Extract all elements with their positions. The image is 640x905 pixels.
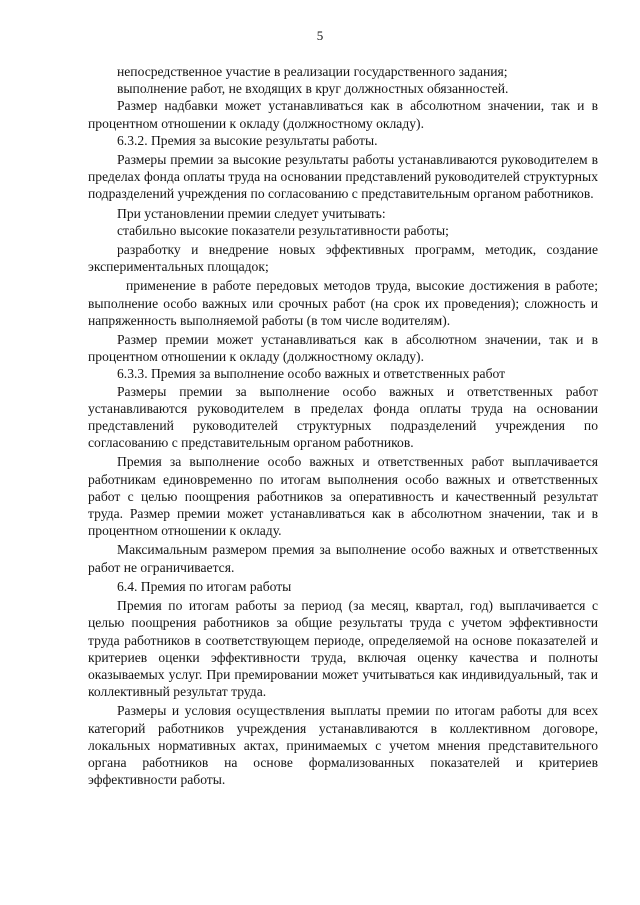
paragraph: выполнение работ, не входящих в круг должностных обязанностей.	[117, 81, 509, 97]
paragraph: Размеры премии за выполнение особо важных и ответственных работ устанавливаются руководителем в пределах фонда оплаты труда на основании представлений руководителей структурных подразделений учреждения по согласованию с представительным органом работников.	[88, 383, 598, 451]
paragraph: Премия за выполнение особо важных и ответственных работ выплачивается работникам единовременно по итогам выполнения особо важных и ответственных работ с целью поощрения работников за оперативность и качественный результат труда. Размер премии может устанавливаться как в абсолютном значении, так и в процентном отношении к окладу.	[88, 454, 598, 539]
section-heading: 6.4. Премия по итогам работы	[117, 578, 292, 594]
section-heading: 6.3.3. Премия за выполнение особо важных и ответственных работ	[117, 366, 506, 382]
paragraph: Размер премии может устанавливаться как в абсолютном значении, так и в процентном отношении к окладу (должностному окладу).	[88, 332, 598, 365]
paragraph: Размеры премии за высокие результаты работы устанавливаются руководителем в пределах фонда оплаты труда на основании представлений руководителей структурных подразделений учреждения по согласованию с представительным органом работников.	[88, 152, 598, 202]
page-number: 5	[316, 28, 324, 43]
list-item: применение в работе передовых методов труда, высокие достижения в работе; выполнение особо важных или срочных работ (на срок их проведения); сложность и напряженность выполняемой работы (в том числе водителям).	[88, 278, 598, 328]
paragraph: непосредственное участие в реализации государственного задания;	[117, 64, 508, 79]
list-item: разработку и внедрение новых эффективных программ, методик, создание экспериментальных площадок;	[88, 242, 598, 275]
paragraph: Размеры и условия осуществления выплаты премии по итогам работы для всех категорий работников учреждения устанавливаются в коллективном договоре, локальных нормативных актах, принимаемых с учетом мнения представительного органа работников на основе формализованных показателей и критериев эффективности работы.	[88, 703, 598, 788]
section-heading: 6.3.2. Премия за высокие результаты работы.	[117, 132, 378, 148]
list-item: стабильно высокие показатели результативности работы;	[117, 222, 449, 238]
paragraph: При установлении премии следует учитывать:	[117, 205, 386, 221]
paragraph: Максимальным размером премия за выполнение особо важных и ответственных работ не ограничивается.	[88, 542, 598, 575]
paragraph: Премия по итогам работы за период (за месяц, квартал, год) выплачивается с целью поощрения работников за общие результаты труда с учетом эффективности труда работников в соответствующем периоде, определяемой на основе показателей и критериев оценки эффективности труда, включая оценку качества и полноты оказываемых услуг. При премировании может учитываться как индивидуальный, так и коллективный результат труда.	[88, 598, 598, 700]
paragraph: Размер надбавки может устанавливаться как в абсолютном значении, так и в процентном отношении к окладу (должностному окладу).	[88, 98, 598, 131]
document-body	[88, 63, 598, 788]
